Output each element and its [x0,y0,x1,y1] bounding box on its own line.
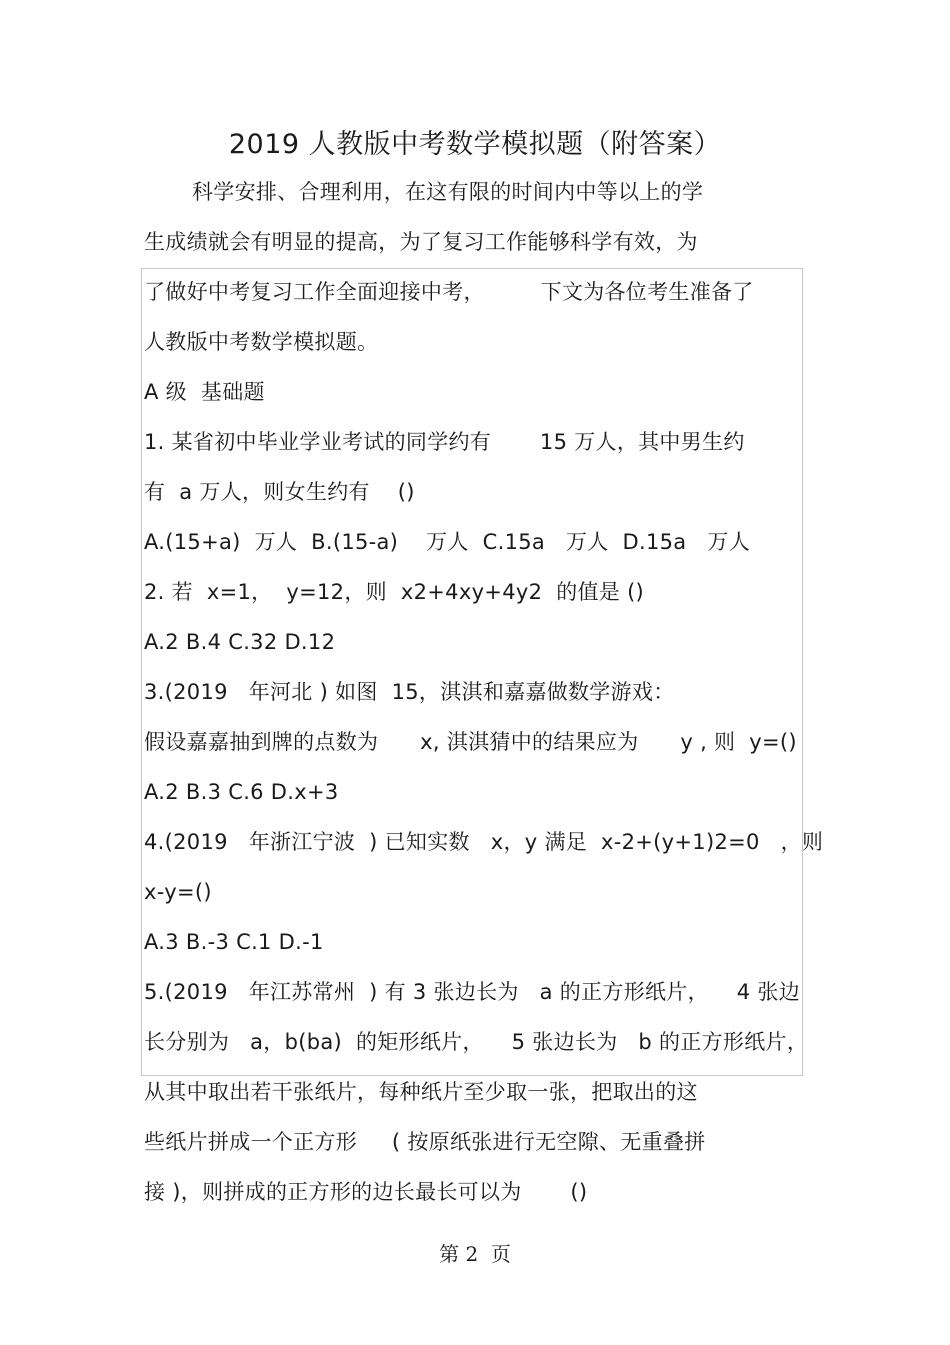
question-2: 2. 若 x=1， y=12，则 x2+4xy+4y2 的值是 () [144,580,645,604]
page-number: 第 2 页 [439,1242,511,1266]
question-1-options: A.(15+a) 万人 B.(15-a) 万人 C.15a 万人 D.15a 万人 [144,530,750,554]
question-2-options: A.2 B.4 C.32 D.12 [144,630,336,654]
question-5-line-5: 接 )，则拼成的正方形的边长最长可以为 () [144,1180,588,1204]
question-5-line-3: 从其中取出若干张纸片，每种纸片至少取一张，把取出的这 [144,1080,698,1104]
intro-line-3: 了做好中考复习工作全面迎接中考， 下文为各位考生准备了 [144,280,754,304]
question-3-line-1: 3.(2019 年河北 ) 如图 15，淇淇和嘉嘉做数学游戏： [144,680,675,704]
page-title: 2019 人教版中考数学模拟题（附答案） [228,129,722,160]
intro-line-1: 科学安排、合理利用，在这有限的时间内中等以上的学 [192,180,704,204]
question-5-line-1: 5.(2019 年江苏常州 ) 有 3 张边长为 a 的正方形纸片， 4 张边 [144,980,801,1004]
intro-line-2: 生成绩就会有明显的提高，为了复习工作能够科学有效，为 [144,230,698,254]
question-3-line-2: 假设嘉嘉抽到牌的点数为 x, 淇淇猜中的结果应为 y , 则 y=() [144,730,797,754]
question-1-line-2: 有 a 万人，则女生约有 () [144,480,415,504]
intro-line-4: 人教版中考数学模拟题。 [144,330,379,354]
question-4-options: A.3 B.-3 C.1 D.-1 [144,930,324,954]
question-3-options: A.2 B.3 C.6 D.x+3 [144,780,339,804]
question-5-line-2: 长分别为 a，b(ba) 的矩形纸片， 5 张边长为 b 的正方形纸片， [144,1030,809,1054]
question-4-line-2: x-y=() [144,880,212,904]
section-heading: A 级 基础题 [144,380,265,404]
question-5-line-4: 些纸片拼成一个正方形 ( 按原纸张进行无空隙、无重叠拼 [144,1130,706,1154]
question-4-line-1: 4.(2019 年浙江宁波 ) 已知实数 x，y 满足 x-2+(y+1)2=0 ，则 [144,830,824,854]
question-1-line-1: 1. 某省初中毕业学业考试的同学约有 15 万人，其中男生约 [144,430,745,454]
